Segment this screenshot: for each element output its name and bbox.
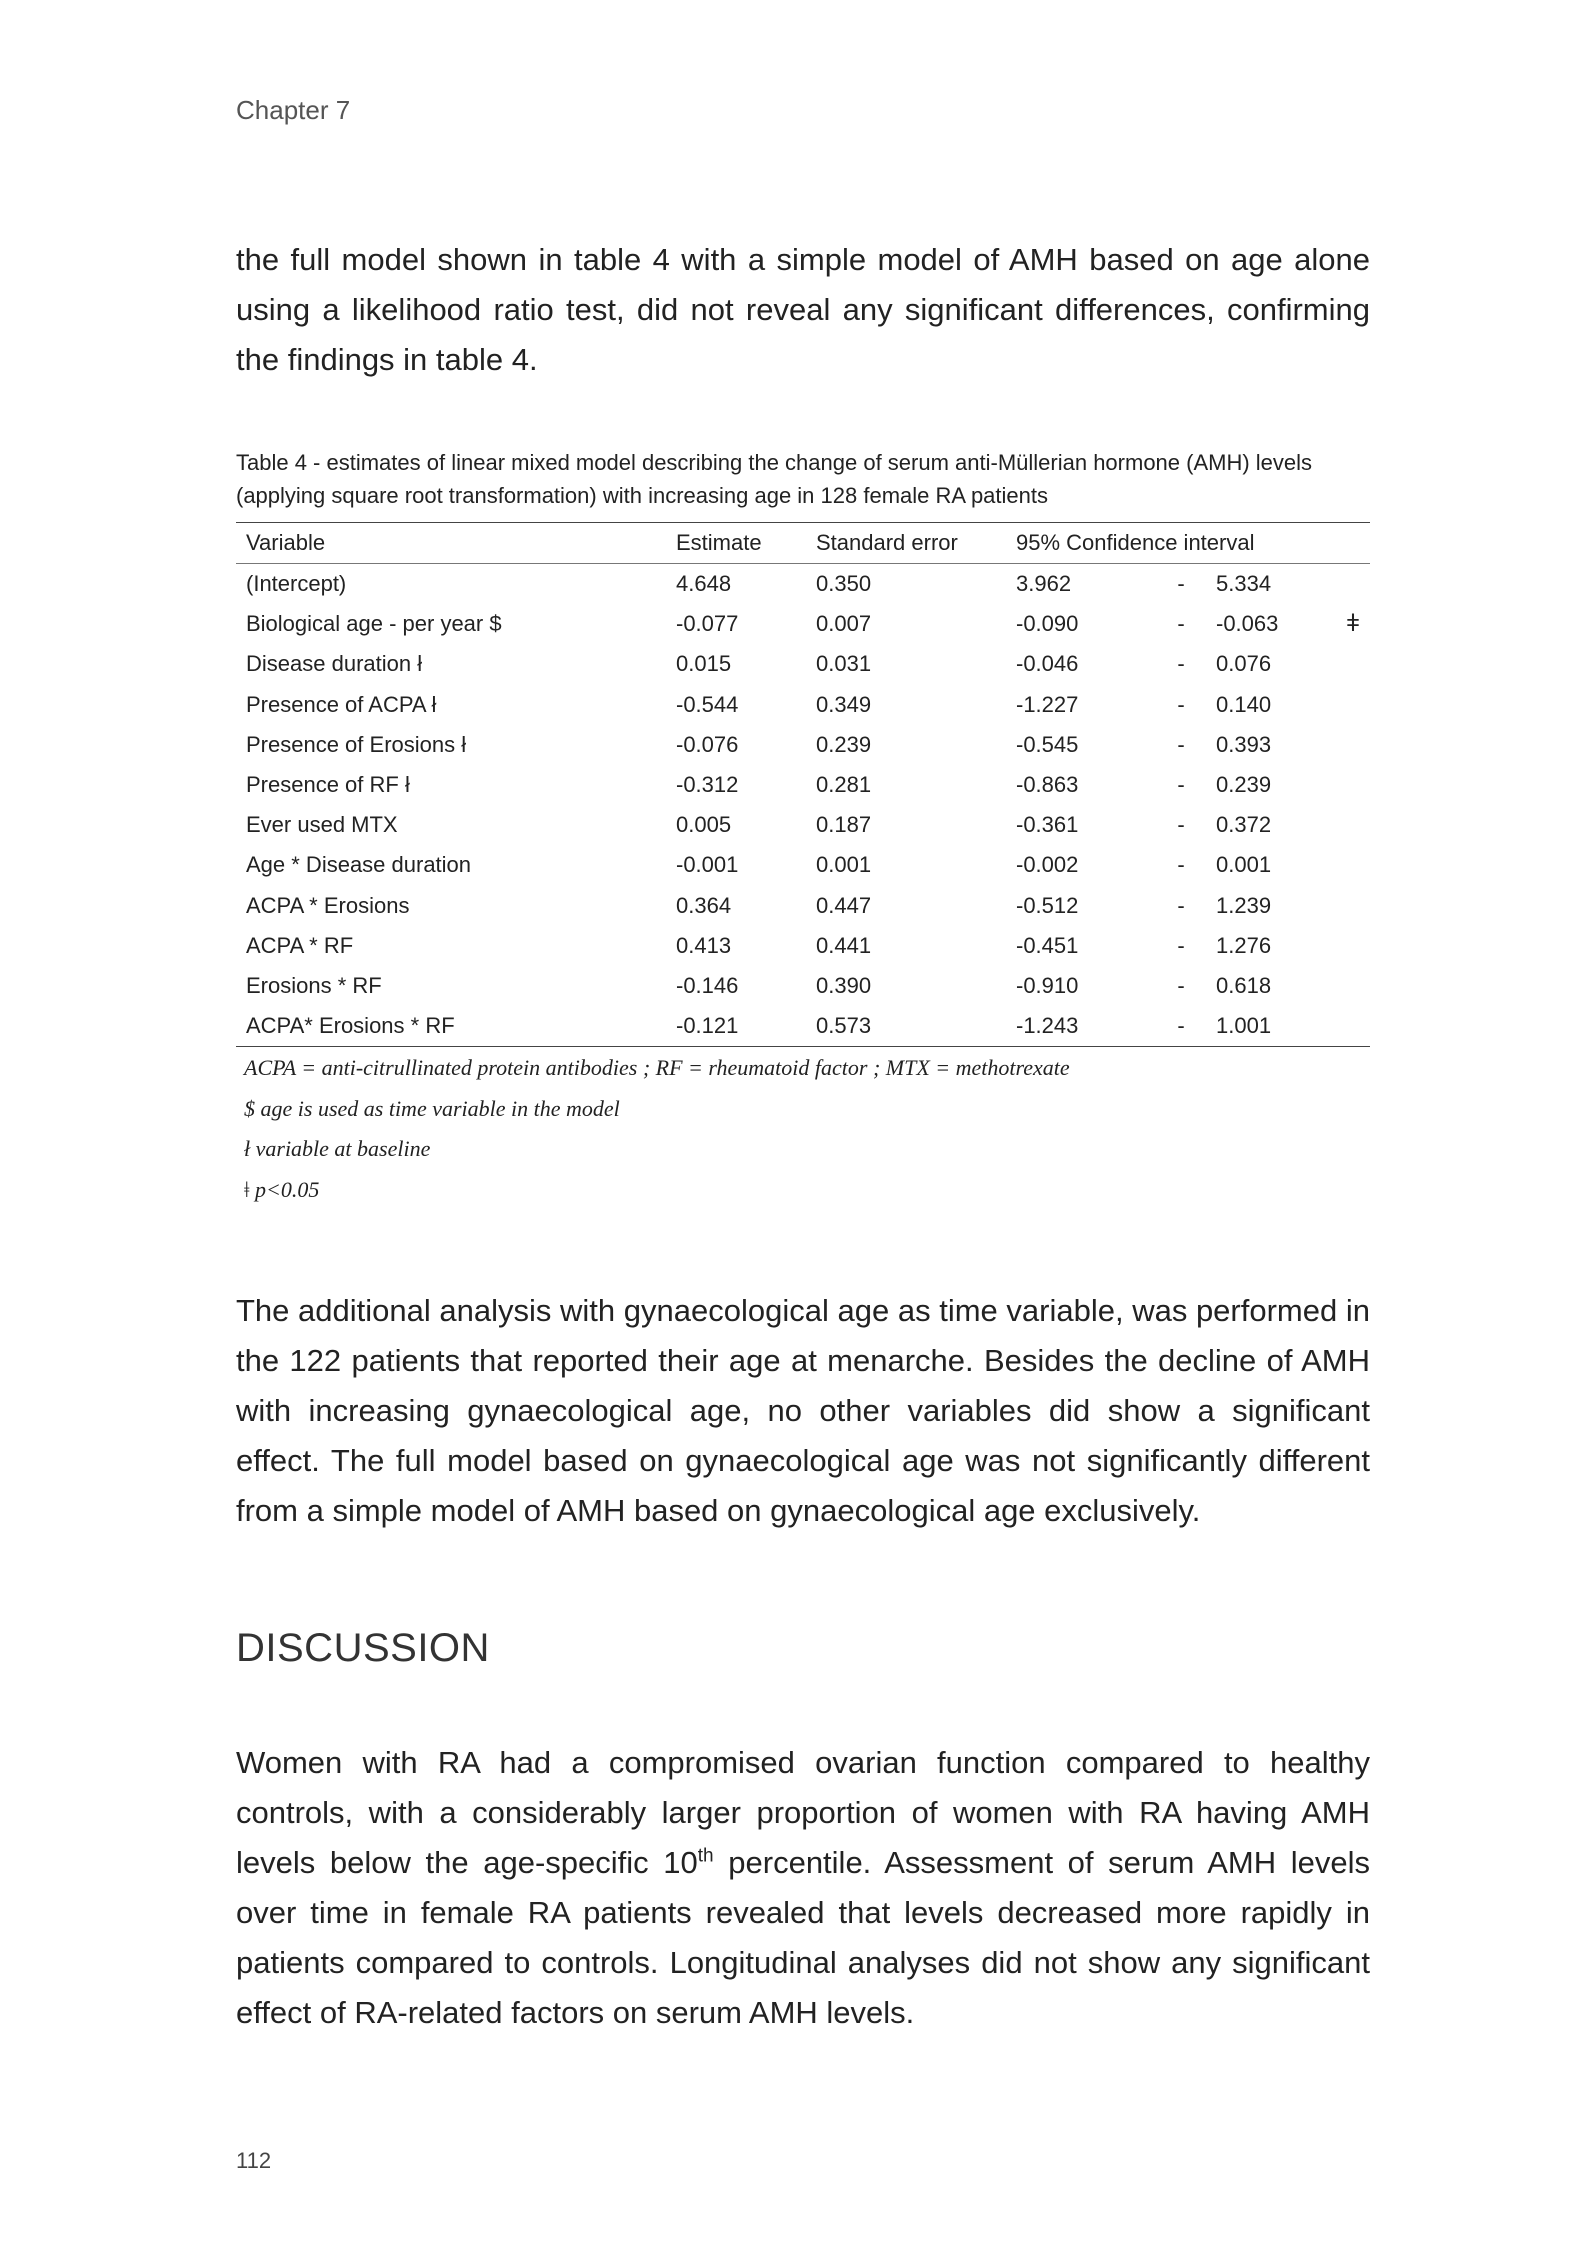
cell-variable: (Intercept) (246, 571, 347, 597)
cell-standard-error: 0.441 (816, 932, 872, 958)
table-body (236, 564, 1370, 1047)
footnote-significance: ǂ p<0.05 (244, 1176, 320, 1202)
table-row (236, 725, 1370, 765)
cell-significance (1336, 966, 1370, 1006)
cell-ci-separator: - (1177, 772, 1185, 798)
cell-ci-lower: -0.863 (1016, 772, 1079, 798)
header-estimate: Estimate (676, 530, 762, 555)
cell-ci-upper: 0.372 (1216, 812, 1272, 838)
cell-variable: Biological age - per year $ (246, 611, 502, 637)
cell-variable: Age * Disease duration (246, 852, 472, 878)
cell-estimate: -0.001 (676, 852, 739, 878)
cell-variable: ACPA * Erosions (246, 892, 410, 918)
discussion-text-start: Women with RA had a compromised ovarian function compared to healthy controls, with a considerably larger proportion of women with RA having AMH levels below the age-specific 10 (236, 1745, 1370, 1880)
cell-ci-lower: -0.910 (1016, 972, 1079, 998)
results-table (236, 522, 1370, 1047)
table-footnotes (244, 1048, 1070, 1210)
cell-estimate: 0.413 (676, 932, 732, 958)
cell-standard-error: 0.281 (816, 772, 872, 798)
footnote-abbreviations: ACPA = anti-citrullinated protein antibodies ; RF = rheumatoid factor ; MTX = methotrexate (244, 1055, 1070, 1080)
cell-ci-separator: - (1177, 611, 1185, 637)
cell-ci-separator: - (1177, 972, 1185, 998)
cell-significance (1336, 604, 1370, 644)
discussion-paragraph (236, 1738, 1370, 2038)
cell-ci-upper: -0.063 (1216, 611, 1279, 637)
cell-estimate: -0.146 (676, 972, 739, 998)
cell-ci-lower: -0.545 (1016, 731, 1079, 757)
table-row (236, 845, 1370, 885)
table-row (236, 644, 1370, 684)
table-row (236, 926, 1370, 966)
cell-estimate: -0.076 (676, 731, 739, 757)
cell-variable: Disease duration ł (246, 651, 423, 677)
cell-ci-separator: - (1177, 571, 1185, 597)
cell-estimate: 0.005 (676, 812, 732, 838)
cell-variable: Presence of ACPA ł (246, 691, 437, 717)
cell-ci-upper: 0.001 (1216, 852, 1272, 878)
cell-ci-separator: - (1177, 651, 1185, 677)
table-row (236, 685, 1370, 725)
table-row (236, 765, 1370, 805)
cell-ci-separator: - (1177, 932, 1185, 958)
cell-ci-lower: -0.090 (1016, 611, 1079, 637)
cell-significance (1336, 765, 1370, 805)
cell-estimate: -0.544 (676, 691, 739, 717)
table-row (236, 564, 1370, 605)
cell-standard-error: 0.001 (816, 852, 872, 878)
cell-ci-lower: -1.227 (1016, 691, 1079, 717)
cell-ci-separator: - (1177, 1013, 1185, 1039)
cell-variable: ACPA* Erosions * RF (246, 1013, 455, 1039)
table-row (236, 886, 1370, 926)
cell-standard-error: 0.187 (816, 812, 872, 838)
discussion-superscript: th (697, 1845, 714, 1867)
cell-variable: Erosions * RF (246, 972, 382, 998)
cell-ci-separator: - (1177, 852, 1185, 878)
table-row (236, 1006, 1370, 1047)
cell-standard-error: 0.447 (816, 892, 872, 918)
cell-ci-lower: -0.361 (1016, 812, 1079, 838)
cell-variable: Presence of Erosions ł (246, 731, 467, 757)
footnote-time-variable: $ age is used as time variable in the model (244, 1095, 620, 1121)
table-caption: Table 4 - estimates of linear mixed model describing the change of serum anti-Müllerian hormone (AMH) levels (applying square root transformation) with increasing age in 128 female RA patients (236, 450, 1313, 508)
cell-variable: Ever used MTX (246, 812, 398, 838)
cell-ci-upper: 1.001 (1216, 1013, 1272, 1039)
table-row (236, 966, 1370, 1006)
header-confidence-interval: 95% Confidence interval (1016, 530, 1255, 555)
cell-significance (1336, 644, 1370, 684)
header-variable: Variable (246, 530, 326, 555)
cell-significance (1336, 886, 1370, 926)
cell-variable: ACPA * RF (246, 932, 354, 958)
cell-ci-lower: -0.451 (1016, 932, 1079, 958)
cell-ci-upper: 0.140 (1216, 691, 1272, 717)
discussion-text-end: percentile. Assessment of serum AMH levels over time in female RA patients revealed that levels decreased more rapidly in patients compared to controls. Longitudinal analyses did not show any significant effect of RA-related factors on serum AMH levels. (236, 1845, 1370, 2030)
cell-standard-error: 0.350 (816, 571, 872, 597)
cell-estimate: 0.364 (676, 892, 732, 918)
running-head: Chapter 7 (236, 95, 351, 125)
cell-ci-upper: 0.618 (1216, 972, 1272, 998)
page-number: 112 (236, 2148, 272, 2173)
intro-paragraph: the full model shown in table 4 with a simple model of AMH based on age alone using a likelihood ratio test, did not reveal any significant differences, confirming the findings in table 4. (236, 242, 1370, 377)
cell-standard-error: 0.239 (816, 731, 872, 757)
cell-estimate: -0.121 (676, 1013, 739, 1039)
cell-standard-error: 0.390 (816, 972, 872, 998)
cell-standard-error: 0.573 (816, 1013, 872, 1039)
cell-ci-upper: 5.334 (1216, 571, 1272, 597)
cell-ci-lower: -0.002 (1016, 852, 1079, 878)
cell-significance (1336, 685, 1370, 725)
header-standard-error: Standard error (816, 530, 958, 555)
cell-ci-lower: -1.243 (1016, 1013, 1079, 1039)
cell-significance (1336, 725, 1370, 765)
cell-ci-upper: 0.239 (1216, 772, 1272, 798)
table-row (236, 805, 1370, 845)
cell-ci-separator: - (1177, 812, 1185, 838)
cell-standard-error: 0.031 (816, 651, 872, 677)
significance-mark: ǂ (1346, 610, 1361, 638)
cell-ci-separator: - (1177, 691, 1185, 717)
cell-significance (1336, 1006, 1370, 1047)
cell-ci-separator: - (1177, 892, 1185, 918)
cell-ci-separator: - (1177, 731, 1185, 757)
footnote-baseline: ł variable at baseline (244, 1136, 431, 1161)
table-header-row (236, 523, 1370, 564)
cell-standard-error: 0.349 (816, 691, 872, 717)
additional-analysis-paragraph: The additional analysis with gynaecological age as time variable, was performed in the 122 patients that reported their age at menarche. Besides the decline of AMH with increasing gynaecological age, no other variables did show a significant effect. The full model based on gynaecological age was not significantly different from a simple model of AMH based on gynaecological age exclusively. (236, 1293, 1370, 1528)
cell-significance (1336, 564, 1370, 605)
cell-ci-upper: 1.239 (1216, 892, 1272, 918)
cell-ci-upper: 0.393 (1216, 731, 1272, 757)
cell-estimate: 4.648 (676, 571, 732, 597)
cell-significance (1336, 845, 1370, 885)
cell-significance (1336, 926, 1370, 966)
cell-ci-lower: 3.962 (1016, 571, 1072, 597)
cell-ci-upper: 1.276 (1216, 932, 1272, 958)
table-row (236, 604, 1370, 644)
cell-variable: Presence of RF ł (246, 772, 410, 798)
cell-estimate: -0.077 (676, 611, 739, 637)
cell-ci-lower: -0.512 (1016, 892, 1079, 918)
section-heading: DISCUSSION (236, 1626, 490, 1670)
cell-estimate: -0.312 (676, 772, 739, 798)
cell-ci-upper: 0.076 (1216, 651, 1272, 677)
cell-significance (1336, 805, 1370, 845)
cell-standard-error: 0.007 (816, 611, 872, 637)
cell-estimate: 0.015 (676, 651, 732, 677)
cell-ci-lower: -0.046 (1016, 651, 1079, 677)
